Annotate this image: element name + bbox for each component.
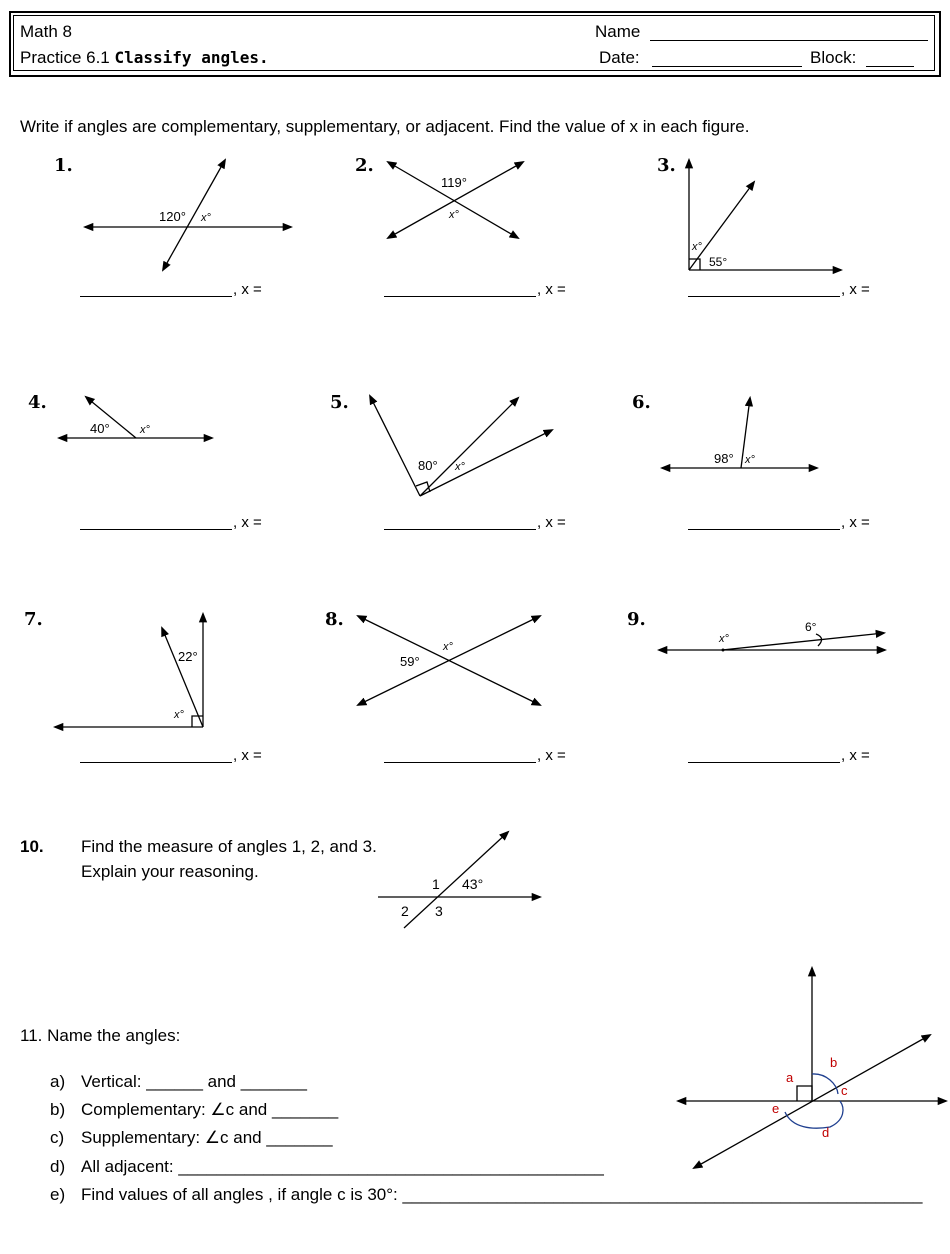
fig11-label-c: c	[841, 1083, 848, 1098]
problem-4-number: 4.	[28, 392, 47, 413]
instructions: Write if angles are complementary, supplementary, or adjacent. Find the value of x in each figure.	[20, 117, 750, 136]
answer-suffix-5: , x =	[537, 514, 566, 531]
problem-3-number: 3.	[657, 155, 676, 176]
q11-marker-d: d)	[50, 1157, 66, 1176]
answer-suffix-9: , x =	[841, 747, 870, 764]
fig5-ray-left	[370, 396, 420, 496]
q11-marker-e: e)	[50, 1185, 66, 1204]
fig11-label-d: d	[822, 1125, 830, 1140]
fig10-label-2: 2	[401, 903, 409, 919]
fig4-label-40: 40°	[90, 421, 110, 436]
fig7-label-22: 22°	[178, 649, 198, 664]
fig11-arc-b	[812, 1074, 838, 1094]
fig3-label-x: x°	[692, 241, 702, 253]
course-title: Math 8	[20, 22, 72, 41]
name-label: Name	[595, 22, 641, 41]
answer-suffix-8: , x =	[537, 747, 566, 764]
fig1-label-120: 120°	[159, 209, 186, 224]
fig9-label-6: 6°	[805, 620, 817, 634]
practice-prefix: Practice 6.1	[20, 48, 110, 67]
fig6-label-98: 98°	[714, 451, 734, 466]
q11-title: 11. Name the angles:	[20, 1026, 181, 1045]
answer-suffix-2: , x =	[537, 281, 566, 298]
answer-suffix-1: , x =	[233, 281, 262, 298]
q11-item-a: Vertical: ______ and _______	[81, 1072, 307, 1091]
fig5-label-80: 80°	[418, 458, 438, 473]
fig11-right-angle-mark	[797, 1086, 812, 1101]
q11-marker-a: a)	[50, 1072, 66, 1091]
answer-suffix-3: , x =	[841, 281, 870, 298]
problem-8-number: 8.	[325, 609, 344, 630]
q11-marker-b: b)	[50, 1100, 66, 1119]
problem-9-number: 9.	[627, 609, 646, 630]
problem-7-number: 7.	[24, 609, 43, 630]
q10-number: 10.	[20, 837, 44, 856]
fig10-label-43: 43°	[462, 876, 484, 892]
fig2-label-119: 119°	[441, 175, 467, 190]
fig9-ray	[722, 633, 884, 650]
answer-suffix-4: , x =	[233, 514, 262, 531]
answer-suffix-7: , x =	[233, 747, 262, 764]
problem-2-number: 2.	[355, 155, 374, 176]
q10-line1: Find the measure of angles 1, 2, and 3.	[81, 837, 377, 856]
fig10-transversal	[404, 832, 508, 928]
block-label: Block:	[810, 48, 857, 67]
fig5-ray-middle	[420, 398, 518, 496]
fig11-point	[722, 649, 725, 652]
fig3-label-55: 55°	[709, 255, 728, 269]
practice-topic: Classify angles.	[114, 48, 269, 67]
fig7-label-x: x°	[174, 709, 184, 721]
fig11-label-a: a	[786, 1070, 794, 1085]
q11-item-b: Complementary: ∠c and _______	[81, 1100, 339, 1119]
q10-line2: Explain your reasoning.	[81, 862, 259, 881]
fig4-label-x: x°	[140, 424, 150, 436]
problem-1-number: 1.	[54, 155, 73, 176]
fig11-label-e: e	[772, 1101, 780, 1116]
problem-6-number: 6.	[632, 392, 651, 413]
q11-item-e: Find values of all angles , if angle c is 30°: _______________________________________________________	[81, 1185, 923, 1204]
fig11-label-b: b	[830, 1055, 838, 1070]
fig11-arc-d	[785, 1101, 843, 1128]
problem-5-number: 5.	[330, 392, 349, 413]
answer-suffix-6: , x =	[841, 514, 870, 531]
fig8-label-59: 59°	[400, 654, 420, 669]
fig10-label-1: 1	[432, 876, 440, 892]
fig6-label-x: x°	[745, 454, 755, 466]
date-label: Date:	[599, 48, 640, 67]
fig1-label-x: x°	[201, 212, 211, 224]
fig5-right-angle-mark	[416, 482, 430, 492]
fig2-label-x: x°	[449, 209, 459, 221]
fig9-label-x: x°	[719, 633, 729, 645]
q11-item-d: All adjacent: _____________________________________________	[81, 1157, 604, 1176]
q11-marker-c: c)	[50, 1128, 65, 1147]
fig10-label-3: 3	[435, 903, 443, 919]
fig8-label-x: x°	[443, 641, 453, 653]
q11-item-c: Supplementary: ∠c and _______	[81, 1128, 333, 1147]
fig5-ray-right	[420, 430, 552, 496]
fig5-label-x: x°	[455, 461, 465, 473]
